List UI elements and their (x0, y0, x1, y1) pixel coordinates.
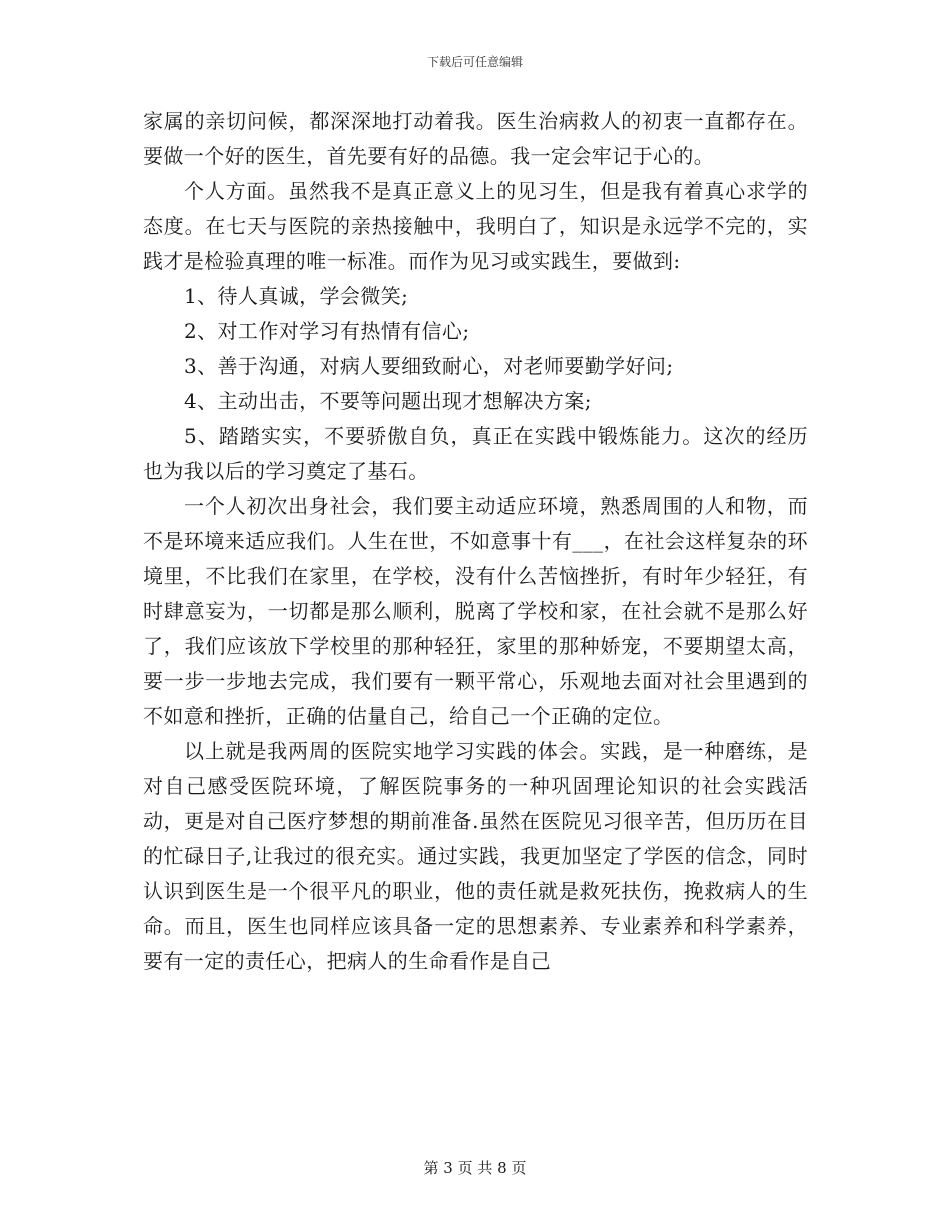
page-number: 第 3 页 共 8 页 (423, 1159, 527, 1177)
paragraph-summary: 以上就是我两周的医院实地学习实践的体会。实践，是一种磨练，是对自己感受医院环境，了解医院事务的一种巩固理论知识的社会实践活动，更是对自己医疗梦想的期前准备.虽然在医院见习很辛苦，但历历在目的忙碌日子,让我过的很充实。通过实践，我更加坚定了学医的信念，同时认识到医生是一个很平凡的职业，他的责任就是救死扶伤，挽救病人的生命。而且，医生也同样应该具备一定的思想素养、专业素养和科学素养，要有一定的责任心，把病人的生命看作是自己 (143, 739, 808, 973)
list-item: 1、待人真诚，学会微笑; (184, 284, 409, 308)
list-item: 4、主动出击，不要等问题出现才想解决方案; (184, 389, 592, 413)
list-item: 3、善于沟通，对病人要细致耐心，对老师要勤学好问; (184, 354, 674, 378)
list-item: 2、对工作对学习有热情有信心; (184, 319, 470, 343)
document-body (143, 104, 808, 979)
paragraph-personal: 个人方面。虽然我不是真正意义上的见习生，但是我有着真心求学的态度。在七天与医院的亲热接触中，我明白了，知识是永远学不完的，实践才是检验真理的唯一标准。而作为见习或实践生，要做到: (143, 179, 808, 273)
paragraph-society: 一个人初次出身社会，我们要主动适应环境，熟悉周围的人和物，而不是环境来适应我们。人生在世，不如意事十有___，在社会这样复杂的环境里，不比我们在家里，在学校，没有什么苦恼挫折，有时年少轻狂，有时肆意妄为，一切都是那么顺利，脱离了学校和家，在社会就不是那么好了，我们应该放下学校里的那种轻狂，家里的那种娇宠，不要期望太高，要一步一步地去完成，我们要有一颗平常心，乐观地去面对社会里遇到的不如意和挫折，正确的估量自己，给自己一个正确的定位。 (143, 494, 808, 728)
page-header: 下载后可任意编辑 (426, 55, 523, 69)
paragraph-continuation: 家属的亲切问候，都深深地打动着我。医生治病救人的初衷一直都存在。要做一个好的医生，首先要有好的品德。我一定会牢记于心的。 (143, 109, 808, 168)
list-item: 5、踏踏实实，不要骄傲自负，真正在实践中锻炼能力。这次的经历也为我以后的学习奠定了基石。 (143, 424, 808, 483)
